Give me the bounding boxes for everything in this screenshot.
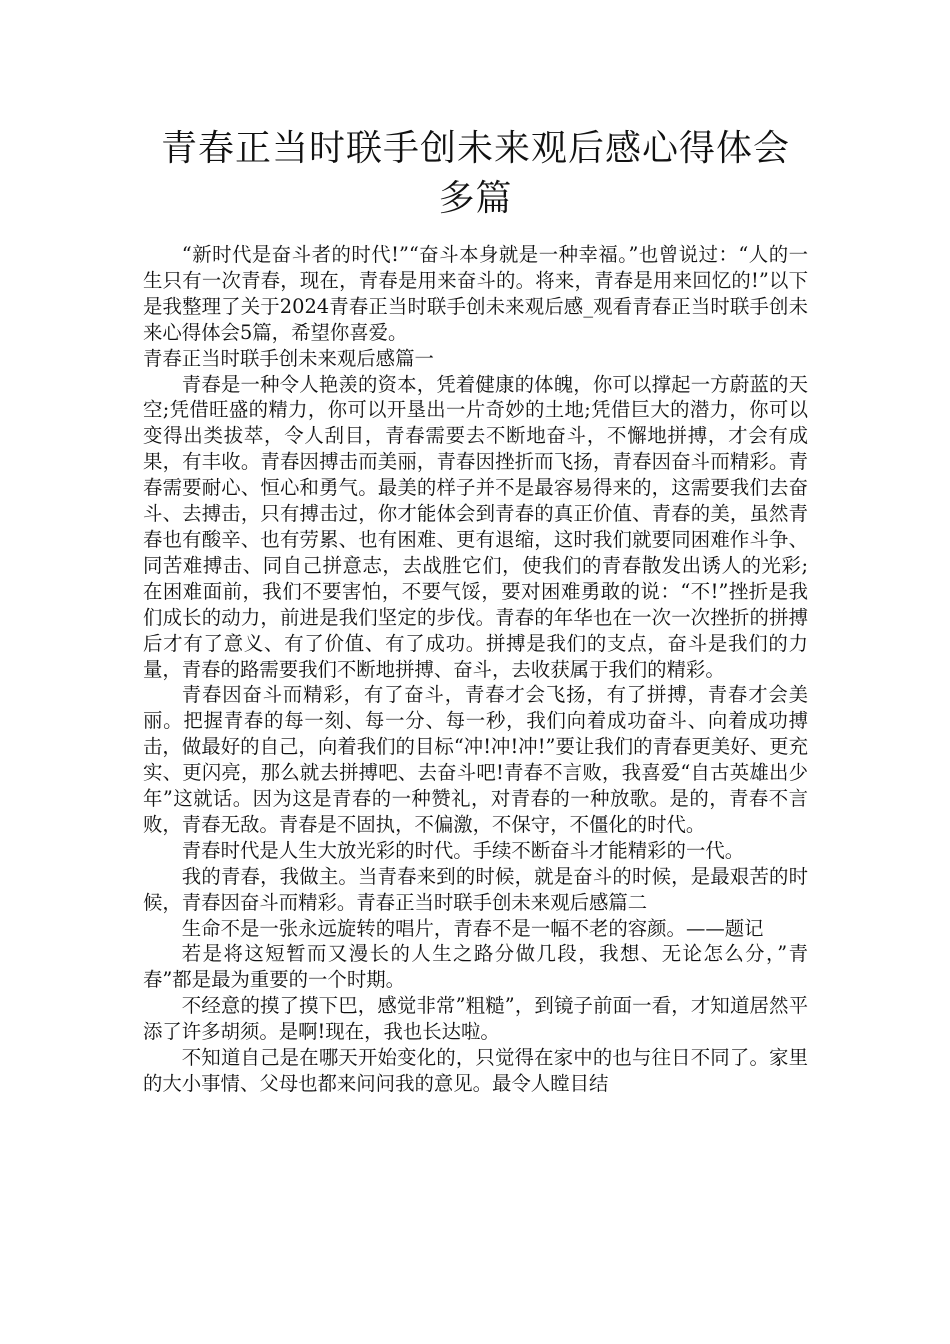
paragraph: 青春是一种令人艳羡的资本，凭着健康的体魄，你可以撑起一方蔚蓝的天空;凭借旺盛的精力，你可以开垦出一片奇妙的土地;凭借巨大的潜力，你可以变得出类拔萃，令人刮目，青春需要去不断地奋斗，不懈地拼搏，才会有成果，有丰收。青春因搏击而美丽，青春因挫折而飞扬，青春因奋斗而精彩。青春需要耐心、恒心和勇气。最美的样子并不是最容易得来的，这需要我们去奋斗、去搏击，只有搏击过，你才能体会到青春的真正价值、青春的美，虽然青春也有酸辛、也有劳累、也有困难、更有退缩，这时我们就要同困难作斗争、同苦难搏击、同自己拼意志，去战胜它们，使我们的青春散发出诱人的光彩;在困难面前，我们不要害怕，不要气馁，要对困难勇敢的说：“不!”挫折是我们成长的动力，前进是我们坚定的步伐。青春的年华也在一次一次挫折的拼搏后才有了意义、有了价值、有了成功。拼搏是我们的支点，奋斗是我们的力量，青春的路需要我们不断地拼搏、奋斗，去收获属于我们的精彩。 (143, 372, 808, 681)
title-line-2: 多篇 (438, 178, 513, 219)
title-line-1: 青春正当时联手创未来观后感心得体会 (160, 128, 790, 169)
document-page (143, 124, 808, 1097)
paragraph: 青春因奋斗而精彩，有了奋斗，青春才会飞扬，有了拼搏，青春才会美丽。把握青春的每一刻、每一分、每一秒，我们向着成功奋斗、向着成功搏击，做最好的自己，向着我们的目标“冲!冲!冲!”要让我们的青春更美好、更充实、更闪亮，那么就去拼搏吧、去奋斗吧!青春不言败，我喜爱“自古英雄出少年”这就话。因为这是青春的一种赞礼，对青春的一种放歌。是的，青春不言败，青春无敌。青春是不固执，不偏激，不保守，不僵化的时代。 (143, 683, 808, 836)
paragraph: 青春时代是人生大放光彩的时代。手续不断奋斗才能精彩的一代。 (181, 838, 745, 862)
paragraph: 生命不是一张永远旋转的唱片，青春不是一幅不老的容颜。——题记 (181, 916, 764, 940)
paragraph: 不经意的摸了摸下巴，感觉非常”粗糙”，到镜子前面一看，才知道居然平添了许多胡须。是啊!现在，我也长达啦。 (143, 994, 808, 1044)
document-title (143, 124, 808, 224)
paragraph: 我的青春，我做主。当青春来到的时候，就是奋斗的时候，是最艰苦的时候，青春因奋斗而精彩。青春正当时联手创未来观后感篇二 (143, 864, 808, 914)
paragraph: “新时代是奋斗者的时代!”“奋斗本身就是一种幸福。”也曾说过：“人的一生只有一次青春，现在，青春是用来奋斗的。将来，青春是用来回忆的!”以下是我整理了关于2024青春正当时联手创未来观后感_观看青春正当时联手创未来心得体会5篇，希望你喜爱。 (143, 243, 808, 344)
paragraph: 若是将这短暂而又漫长的人生之路分做几段，我想、无论怎么分，”青春”都是最为重要的一个时期。 (143, 942, 808, 992)
section-heading: 青春正当时联手创未来观后感篇一 (143, 346, 434, 370)
paragraph: 不知道自己是在哪天开始变化的，只觉得在家中的也与往日不同了。家里的大小事情、父母也都来问问我的意见。最令人瞠目结 (143, 1046, 808, 1095)
document-body (143, 242, 808, 1097)
